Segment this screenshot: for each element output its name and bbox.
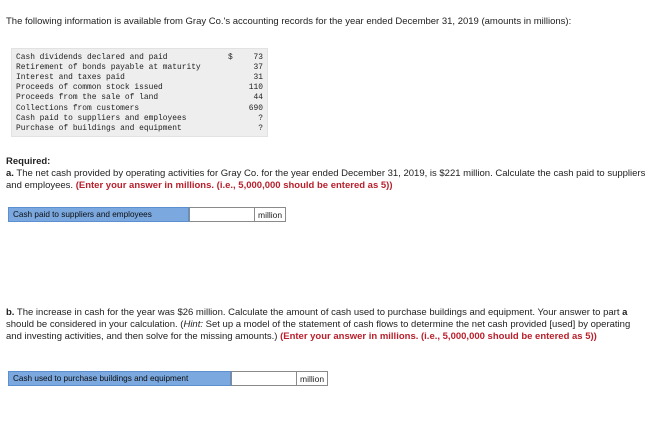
data-row: [16, 83, 263, 93]
data-row-value: 44: [253, 93, 263, 103]
part-b-instruction: (Enter your answer in millions. (i.e., 5,000,000 should be entered as 5)): [280, 331, 597, 342]
cash-used-buildings-input[interactable]: [231, 371, 297, 386]
part-a-answer-row: [8, 207, 286, 222]
data-row-value: ?: [258, 123, 263, 133]
data-row-label: Cash paid to suppliers and employees: [16, 113, 187, 123]
data-row-value: 73: [253, 52, 263, 62]
data-row-label: Proceeds of common stock issued: [16, 83, 163, 93]
part-b-hint-text: Set up a model of the statement of cash flows to determine the net cash provided [used] by operating and investing activities, and then solve for the missing amounts.): [6, 319, 631, 342]
part-b-letter: b.: [6, 307, 15, 318]
part-b-text-2: should be considered in your calculation. (: [6, 319, 184, 330]
data-row-label: Interest and taxes paid: [16, 72, 125, 82]
part-b-question: [6, 307, 646, 343]
data-row-value: 37: [253, 62, 263, 72]
data-row: [16, 62, 263, 72]
part-a-unit: million: [255, 207, 286, 222]
data-row: [16, 123, 263, 133]
part-a-text: The net cash provided by operating activities for Gray Co. for the year ended December 31, 2019, is $221 million. Calculate the cash paid to suppliers and employees.: [6, 168, 646, 191]
required-heading: Required:: [6, 156, 51, 167]
data-row-label: Proceeds from the sale of land: [16, 93, 159, 103]
data-row-label: Retirement of bonds payable at maturity: [16, 62, 201, 72]
part-b-text-1: The increase in cash for the year was $26 million. Calculate the amount of cash used to purchase buildings and equipment. Your answer to part: [14, 307, 623, 318]
part-a-letter: a.: [6, 168, 14, 179]
data-row: [16, 52, 263, 62]
data-row-label: Purchase of buildings and equipment: [16, 123, 182, 133]
intro-text: The following information is available from Gray Co.'s accounting records for the year ended December 31, 2019 (amounts in millions):: [6, 16, 572, 27]
data-row-value: 110: [248, 83, 263, 93]
data-row-label: Collections from customers: [16, 103, 140, 113]
part-b-part-ref: a: [622, 307, 628, 318]
part-a-section: [6, 156, 661, 192]
cash-paid-suppliers-input[interactable]: [189, 207, 255, 222]
part-b-answer-row: [8, 371, 328, 386]
data-row-value: ?: [258, 113, 263, 123]
part-b-answer-label: Cash used to purchase buildings and equipment: [8, 371, 231, 386]
part-a-answer-label: Cash paid to suppliers and employees: [8, 207, 189, 222]
part-a-instruction: (Enter your answer in millions. (i.e., 5,000,000 should be entered as 5)): [75, 180, 393, 191]
data-row-label: Cash dividends declared and paid: [16, 52, 168, 62]
data-row-value: 690: [248, 103, 263, 113]
accounting-data-table: [11, 48, 268, 137]
part-b-hint-label: Hint:: [183, 319, 203, 330]
data-row: [16, 113, 263, 123]
data-row-currency: $: [228, 52, 233, 62]
data-row: [16, 103, 263, 113]
data-row: [16, 72, 263, 82]
data-row: [16, 93, 263, 103]
part-b-unit: million: [297, 371, 328, 386]
data-row-value: 31: [253, 72, 263, 82]
part-a-question: [6, 168, 661, 192]
